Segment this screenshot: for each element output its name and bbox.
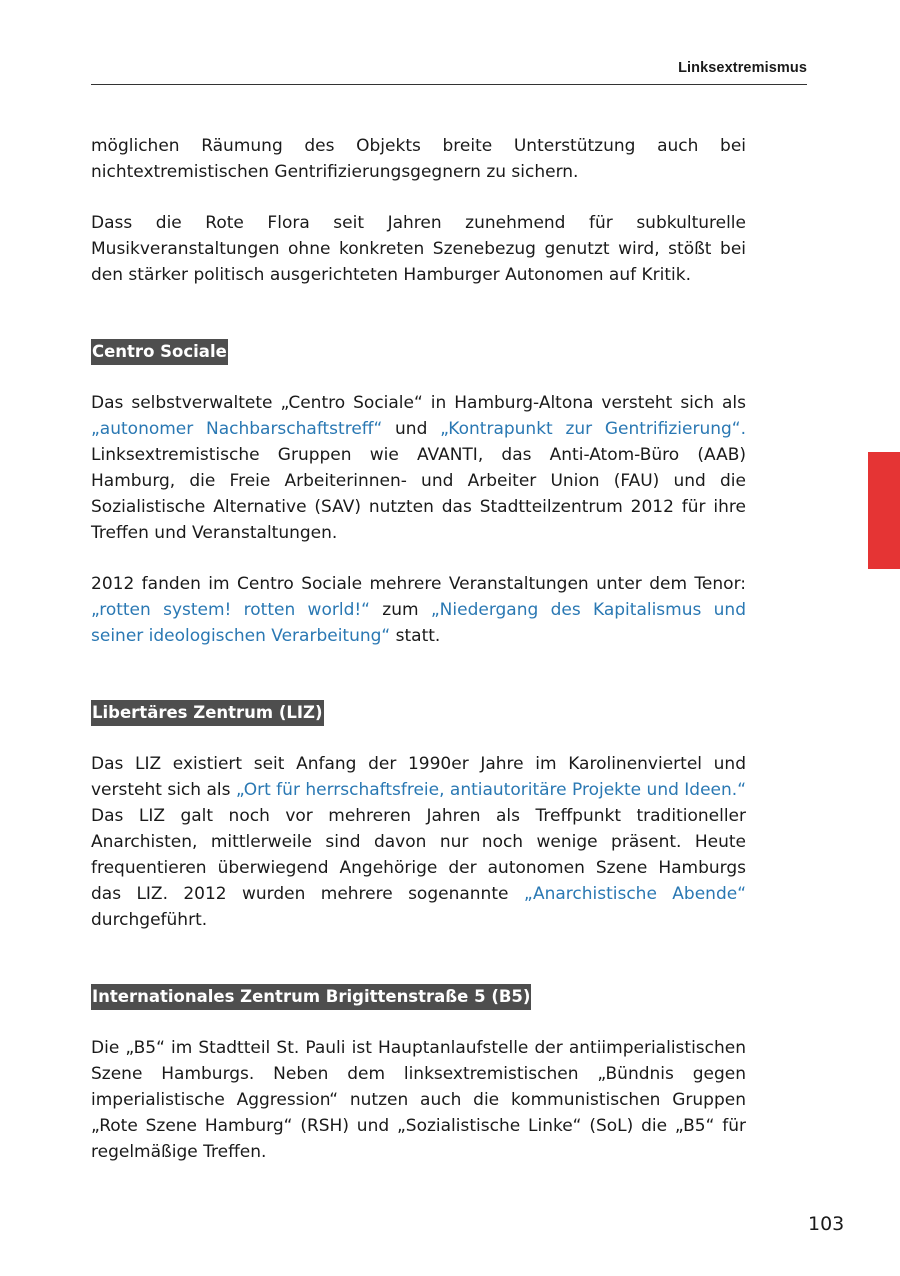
heading-liz: Libertäres Zentrum (LIZ) (91, 700, 324, 726)
liz-p1-quote-2: „Anarchistische Abende“ (523, 884, 747, 904)
centro-p2-text-c: statt. (390, 626, 441, 646)
heading-b5-wrap (91, 984, 746, 1010)
intro-paragraph-2: Dass die Rote Flora seit Jahren zunehmend für subkulturelle Musikveranstaltungen ohne konkreten Szenebezug genutzt wird, stößt bei den stärker politisch ausgerichteten Hamburger Autonomen auf Kritik. (91, 213, 746, 285)
b5-paragraph-1: Die „B5“ im Stadtteil St. Pauli ist Hauptanlaufstelle der antiimperialistischen Szene Hamburgs. Neben dem linksextremistischen „Bündnis gegen imperialistische Aggression“ nutzen auch die kommunistischen Gruppen „Rote Szene Hamburg“ (RSH) und „Sozialistische Linke“ (SoL) die „B5“ für regelmäßige Treffen. (91, 1038, 746, 1162)
centro-p1-quote-2: „Kontrapunkt zur Gentrifizierung“. (440, 419, 746, 439)
centro-paragraph-2 (91, 571, 746, 649)
heading-centro-sociale: Centro Sociale (91, 339, 228, 365)
heading-centro-sociale-wrap (91, 339, 746, 365)
page-content (91, 133, 746, 1165)
centro-p2-text-b: zum (369, 600, 431, 620)
heading-liz-wrap (91, 700, 746, 726)
liz-p1-text-c: durchgeführt. (91, 910, 208, 930)
liz-p1-text-b: Das LIZ galt noch vor mehreren Jahren als Treffpunkt traditioneller Anarchisten, mittlerweile sind davon nur noch wenige präsent. Heute frequentieren überwiegend Angehörige der autonomen Szene Hamburgs das LIZ. 2012 wurden mehrere sogenannte (91, 806, 746, 904)
centro-p2-quote-2: „Niedergang des Kapitalismus und seiner ideologischen Verarbeitung“ (91, 600, 746, 646)
header-rule (91, 84, 807, 85)
centro-p1-text-a: Das selbstverwaltete „Centro Sociale“ in Hamburg-Altona versteht sich als (91, 393, 746, 413)
centro-p1-text-c: Linksextremistische Gruppen wie AVANTI, das Anti-Atom-Büro (AAB) Hamburg, die Freie Arbeiterinnen- und Arbeiter Union (FAU) und die Sozialistische Alternative (SAV) nutzten das Stadtteilzentrum 2012 für ihre Treffen und Veranstaltungen. (91, 445, 746, 543)
centro-p2-text-a: 2012 fanden im Centro Sociale mehrere Veranstaltungen unter dem Tenor: (91, 574, 746, 594)
section-side-tab (868, 452, 900, 569)
liz-paragraph-1 (91, 751, 746, 933)
centro-p1-quote-1: „autonomer Nachbarschaftstreff“ (91, 419, 383, 439)
liz-p1-text-a: Das LIZ existiert seit Anfang der 1990er Jahre im Karolinenviertel und versteht sich als (91, 754, 746, 800)
centro-p1-text-b: und (382, 419, 441, 439)
running-header-title: Linksextremismus (678, 60, 807, 76)
page-number: 103 (808, 1213, 845, 1235)
liz-p1-quote-1: „Ort für herrschaftsfreie, antiautoritäre Projekte und Ideen.“ (235, 780, 747, 800)
centro-p2-quote-1: „rotten system! rotten world!“ (91, 600, 370, 620)
heading-b5: Internationales Zentrum Brigittenstraße 5 (B5) (91, 984, 531, 1010)
centro-paragraph-1 (91, 390, 746, 546)
intro-paragraph-1: möglichen Räumung des Objekts breite Unterstützung auch bei nichtextremistischen Gentrifizierungsgegnern zu sichern. (91, 136, 746, 182)
